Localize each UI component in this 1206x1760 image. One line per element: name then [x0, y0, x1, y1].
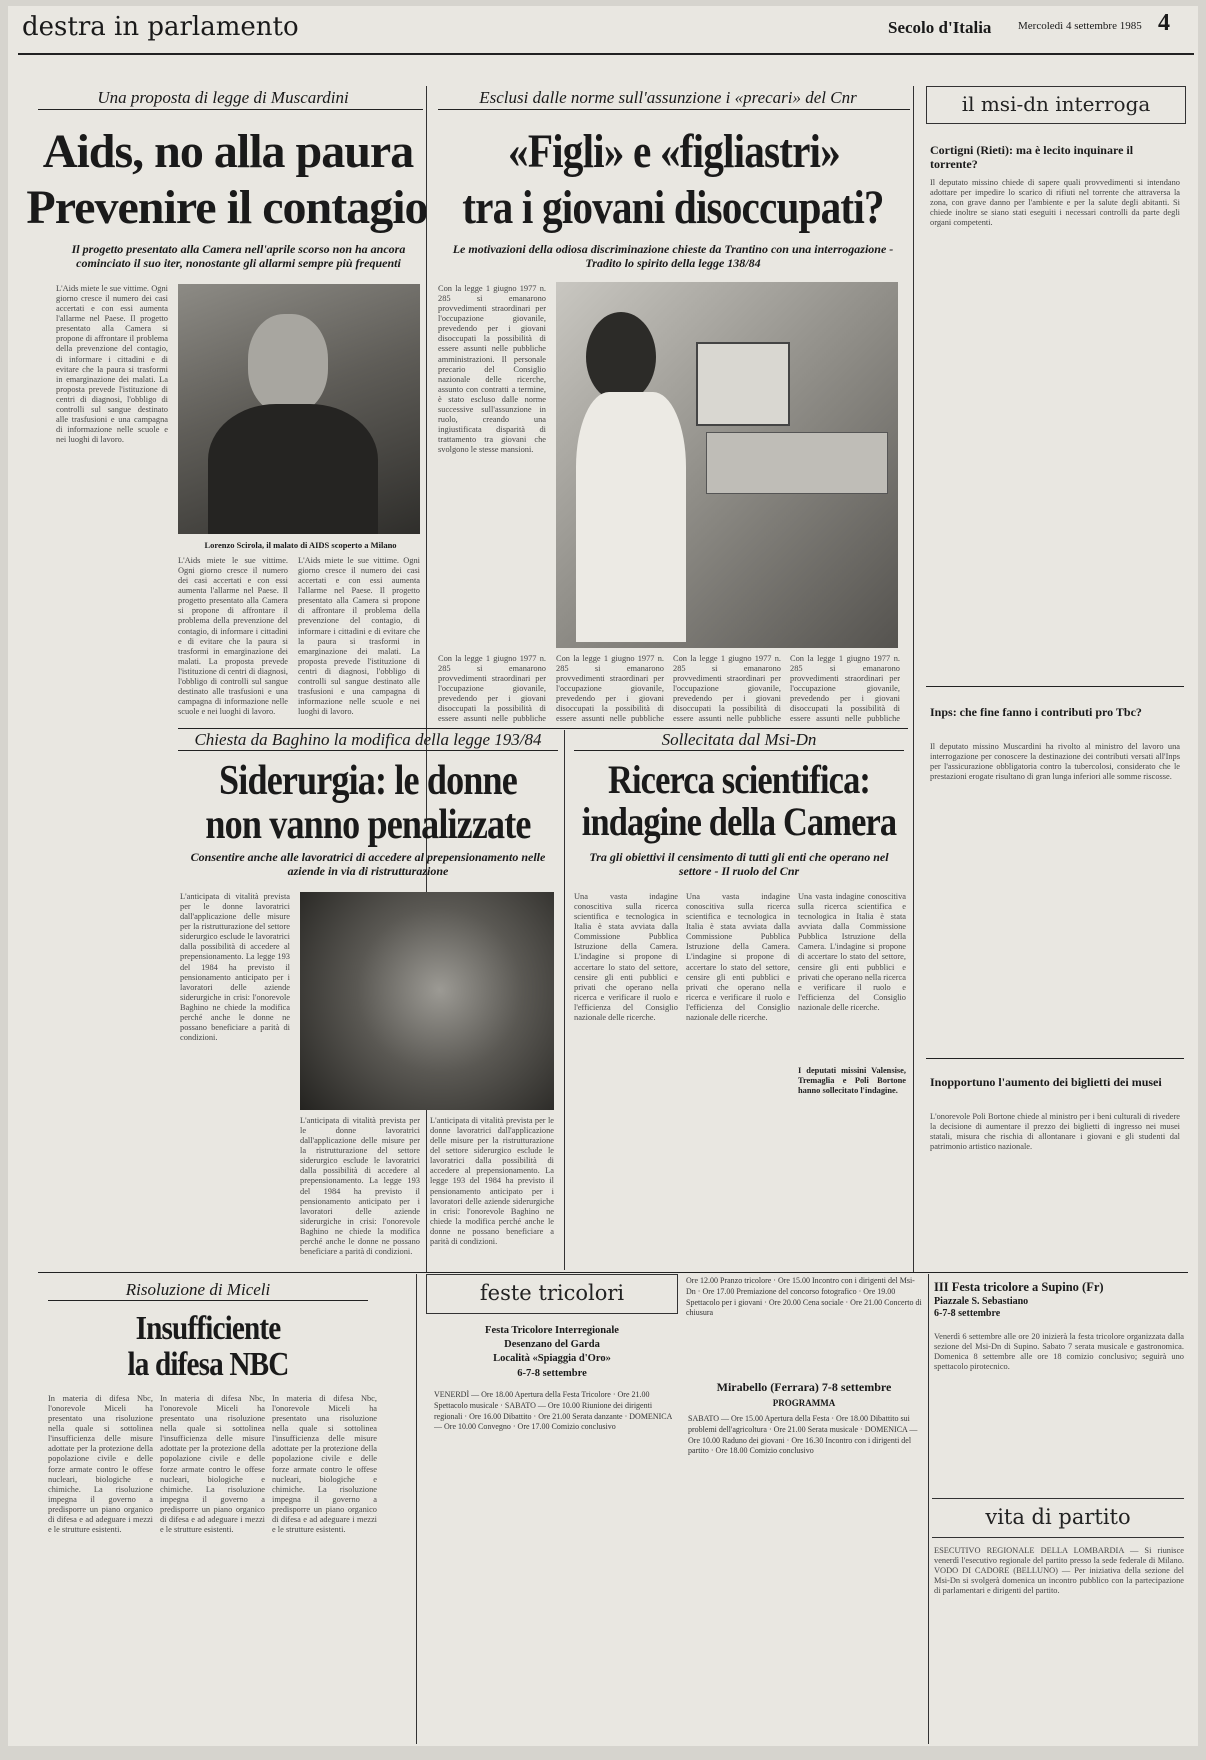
msi-title-box	[926, 86, 1186, 124]
aids-photo	[178, 284, 420, 534]
desenzano-location: Località «Spiaggia d'Oro»	[493, 1353, 611, 1365]
figli-headline-2: tra i giovani disoccupati?	[462, 181, 884, 234]
siderurgia-deck: Consentire anche alle lavoratrici di accedere al prepensionamento nelle aziende in via di ristrutturazione	[190, 850, 546, 879]
ricerca-body-col2: Una vasta indagine conoscitiva sulla ricerca scientifica e tecnologica in Italia è stata avviata dalla Commissione Pubblica Istruzione della Camera. L'indagine si propone di accertare lo stato del settore, censire gli enti pubblici e privati che operano nella ricerca e verificare il ruolo e l'efficienza del Consiglio nazionale delle ricerche.	[686, 892, 790, 1022]
siderurgia-photo	[300, 892, 554, 1110]
ricerca-deck: Tra gli obiettivi il censimento di tutti gli enti che operano nel settore - Il ruolo del Cnr	[589, 850, 889, 879]
aids-body-col3: L'Aids miete le sue vittime. Ogni giorno cresce il numero dei casi accertati e con essi aumenta l'allarme nel Paese. Il progetto presentato alla Camera si propone di affrontare il problema della prevenzione del contagio, di informare i cittadini e di evitare che la paura si trasformi in emarginazione dei malati. La proposta prevede l'istituzione di centri di diagnosi, l'obbligo di controlli sul sangue destinato alle trasfusioni e una campagna di informazione nelle scuole e nei luoghi di lavoro.	[298, 556, 420, 717]
nbc-body-col1: In materia di difesa Nbc, l'onorevole Miceli ha presentato una risoluzione nella quale si sottolinea l'insufficienza delle misure adottate per la protezione della popolazione civile e delle forze armate contro le offese nucleari, biologiche e chimiche. La risoluzione impegna il governo a predisporre un piano organico di difesa e ad adeguare i mezzi e le strutture esistenti.	[48, 1394, 153, 1535]
masthead-rule	[18, 53, 1194, 55]
figli-body-col2: Con la legge 1 giugno 1977 n. 285 si emanarono provvedimenti straordinari per l'occupazione giovanile, prevedendo per i giovani disoccupati la possibilità di essere assunti nelle pubbliche	[556, 654, 664, 724]
ricerca-headline-2: indagine della Camera	[581, 799, 897, 844]
figli-headline-1: «Figli» e «figliastri»	[508, 125, 840, 178]
supino-header	[934, 1280, 1184, 1321]
supino-dates: 6-7-8 settembre	[934, 1308, 1001, 1320]
ricerca-body-col3: Una vasta indagine conoscitiva sulla ricerca scientifica e tecnologica in Italia è stata avviata dalla Commissione Pubblica Istruzione della Camera. L'indagine si propone di accertare lo stato del settore, censire gli enti pubblici e privati che operano nella ricerca e verificare il ruolo e l'efficienza del Consiglio nazionale delle ricerche.	[798, 892, 906, 1012]
aids-deck: Il progetto presentato alla Camera nell'aprile scorso non ha ancora cominciato il suo iter, nonostante gli allarmi sempre più frequenti	[71, 242, 406, 271]
mirabello-program: SABATO — Ore 15.00 Apertura della Festa · Ore 18.00 Dibattito sui problemi dell'agricoltura · Ore 21.00 Serata musicale · DOMENICA — Ore 10.00 Raduno dei giovani · Ore 16.30 Incontro con i dirigenti del partito · Ore 18.00 Comizio conclusivo	[688, 1414, 918, 1456]
figli-deck: Le motivazioni della odiosa discriminazione chieste da Trantino con una interrogazione - Tradito lo spirito della legge 138/84	[452, 242, 894, 271]
ricerca-body-col1: Una vasta indagine conoscitiva sulla ricerca scientifica e tecnologica in Italia è stata avviata dalla Commissione Pubblica Istruzione della Camera. L'indagine si propone di accertare lo stato del settore, censire gli enti pubblici e privati che operano nella ricerca e verificare il ruolo e l'efficienza del Consiglio nazionale delle ricerche.	[574, 892, 678, 1022]
mirabello-program-label: PROGRAMMA	[772, 1398, 836, 1408]
vita-title: vita di partito	[985, 1505, 1131, 1529]
nbc-kicker: Risoluzione di Miceli	[125, 1280, 271, 1299]
msi-item-3-body: L'onorevole Poli Bortone chiede al ministro per i beni culturali di rivedere la decisione di aumentare il prezzo dei biglietti di ingresso nei musei statali, misura che rischia di allontanare i giovani e gli studenti dal patrimonio artistico nazionale.	[930, 1112, 1180, 1152]
supino-title: III Festa tricolore a Supino (Fr)	[934, 1280, 1104, 1294]
desenzano-dates: 6-7-8 settembre	[517, 1367, 587, 1379]
mirabello-title: Mirabello (Ferrara) 7-8 settembre	[716, 1380, 892, 1394]
nbc-body-col3: In materia di difesa Nbc, l'onorevole Miceli ha presentato una risoluzione nella quale si sottolinea l'insufficienza delle misure adottate per la protezione della popolazione civile e delle forze armate contro le offese nucleari, biologiche e chimiche. La risoluzione impegna il governo a predisporre un piano organico di difesa e ad adeguare i mezzi e le strutture esistenti.	[272, 1394, 377, 1535]
nbc-headline-2: la difesa NBC	[127, 1346, 289, 1383]
msi-item-1-heading: Cortigni (Rieti): ma è lecito inquinare il torrente?	[930, 143, 1134, 171]
siderurgia-body-col1: L'anticipata di vitalità prevista per le donne lavoratrici dall'applicazione delle misure per la ristrutturazione del settore siderurgico esclude le lavoratrici dalla possibilità di accedere al prepensionamento. La legge 193 del 1984 ha previsto il pensionamento anticipato per i lavoratori delle aziende siderurgiche in crisi: l'onorevole Baghino ne chiede la modifica perché anche le donne ne possano beneficiare a parità di condizioni.	[180, 892, 290, 1043]
aids-headline-1: Aids, no alla paura	[42, 125, 414, 178]
figli-body-col4: Con la legge 1 giugno 1977 n. 285 si emanarono provvedimenti straordinari per l'occupazione giovanile, prevedendo per i giovani disoccupati la possibilità di essere assunti nelle pubbliche	[790, 654, 900, 724]
vita-body: ESECUTIVO REGIONALE DELLA LOMBARDIA — Si riunisce venerdì l'esecutivo regionale del partito presso la sede federale di Milano. VODO DI CADORE (BELLUNO) — Per iniziativa della sezione del Msi-Dn si svolgerà domenica un incontro pubblico con la partecipazione di parlamentari e dirigenti del partito.	[934, 1546, 1184, 1596]
issue-date: Mercoledì 4 settembre 1985	[1018, 20, 1142, 32]
feste-title: feste tricolori	[479, 1281, 625, 1305]
supino-place: Piazzale S. Sebastiano	[934, 1295, 1029, 1307]
aids-caption: Lorenzo Scirola, il malato di AIDS scoperto a Milano	[204, 540, 397, 550]
ricerca-headline-1: Ricerca scientifica:	[607, 757, 871, 802]
figli-body-col1: Con la legge 1 giugno 1977 n. 285 si emanarono provvedimenti straordinari per l'occupazione giovanile, prevedendo per i giovani disoccupati la possibilità di essere assunti nelle pubbliche amministrazioni. Il personale precario del Consiglio nazionale delle ricerche, assunto con contratti a termine, è stato escluso dalle norme successive sull'assunzione in ruolo, creando una ingiustificata disparità di trattamento tra giovani che svolgono le stesse mansioni.	[438, 284, 546, 455]
aids-headline-2: Prevenire il contagio	[26, 181, 428, 234]
siderurgia-headline-2: non vanno penalizzate	[205, 802, 531, 848]
nbc-body-col2: In materia di difesa Nbc, l'onorevole Miceli ha presentato una risoluzione nella quale si sottolinea l'insufficienza delle misure adottate per la protezione della popolazione civile e delle forze armate contro le offese nucleari, biologiche e chimiche. La risoluzione impegna il governo a predisporre un piano organico di difesa e ad adeguare i mezzi e le strutture esistenti.	[160, 1394, 265, 1535]
nbc-headline-1: Insufficiente	[135, 1310, 281, 1347]
vita-title-box	[932, 1498, 1184, 1538]
paper-name: Secolo d'Italia	[888, 18, 992, 37]
ricerca-kicker: Sollecitata dal Msi-Dn	[661, 730, 817, 749]
figli-photo	[556, 282, 898, 648]
feste-program-col3: Ore 12.00 Pranzo tricolore · Ore 15.00 Incontro con i dirigenti del Msi-Dn · Ore 17.00 Premiazione del concorso fotografico · Ore 19.00 Spettacolo per i giovani · Ore 20.00 Cena sociale · Ore 21.00 Concerto di chiusura	[686, 1276, 922, 1318]
section-title: destra in parlamento	[22, 12, 299, 42]
siderurgia-body-col3: L'anticipata di vitalità prevista per le donne lavoratrici dall'applicazione delle misure per la ristrutturazione del settore siderurgico esclude le lavoratrici dalla possibilità di accedere al prepensionamento. La legge 193 del 1984 ha previsto il pensionamento anticipato per i lavoratori delle aziende siderurgiche in crisi: l'onorevole Baghino ne chiede la modifica perché anche le donne ne possano beneficiare a parità di condizioni.	[430, 1116, 554, 1246]
supino-body: Venerdì 6 settembre alle ore 20 inizierà la festa tricolore organizzata dalla sezione del Msi-Dn di Supino. Sabato 7 serata musicale e gastronomica. Domenica 8 settembre alle ore 18 comizio conclusivo; seguirà uno spettacolo pirotecnico.	[934, 1332, 1184, 1372]
page-number: 4	[1158, 10, 1170, 36]
feste-title-box	[426, 1274, 678, 1314]
desenzano-program: VENERDÌ — Ore 18.00 Apertura della Festa Tricolore · Ore 21.00 Spettacolo musicale · SABATO — Ore 10.00 Riunione dei dirigenti regionali · Ore 16.00 Dibattito · Ore 21.00 Serata danzante · DOMENICA — Ore 10.00 Convegno · Ore 17.00 Comizio conclusivo	[434, 1390, 672, 1432]
figli-body-col1b: Con la legge 1 giugno 1977 n. 285 si emanarono provvedimenti straordinari per l'occupazione giovanile, prevedendo per i giovani disoccupati la possibilità di essere assunti nelle pubbliche	[438, 654, 546, 724]
figli-kicker: Esclusi dalle norme sull'assunzione i «precari» del Cnr	[479, 88, 857, 107]
msi-item-1-body: Il deputato missino chiede di sapere quali provvedimenti si intendano adottare per impedire lo scarico di rifiuti nel torrente che attraversa la zona, con grave danno per l'ambiente e per la salute degli abitanti. Si chiede inoltre se siano stati eseguiti i necessari controlli da parte degli organi competenti.	[930, 178, 1180, 228]
aids-kicker: Una proposta di legge di Muscardini	[97, 88, 349, 107]
msi-item-2-heading: Inps: che fine fanno i contributi pro Tbc?	[930, 705, 1142, 719]
msi-item-3-heading: Inopportuno l'aumento dei biglietti dei musei	[930, 1075, 1162, 1089]
desenzano-title: Festa Tricolore Interregionale	[485, 1325, 619, 1336]
figli-body-col3: Con la legge 1 giugno 1977 n. 285 si emanarono provvedimenti straordinari per l'occupazione giovanile, prevedendo per i giovani disoccupati la possibilità di essere assunti nelle pubbliche	[673, 654, 781, 724]
aids-body-col1: L'Aids miete le sue vittime. Ogni giorno cresce il numero dei casi accertati e con essi aumenta l'allarme nel Paese. Il progetto presentato alla Camera si propone di affrontare il problema della prevenzione del contagio, di informare i cittadini e di evitare che la paura si trasformi in emarginazione dei malati. La proposta prevede l'istituzione di centri di diagnosi, l'obbligo di controlli sul sangue destinato alle trasfusioni e una campagna di informazione nelle scuole e nei luoghi di lavoro.	[56, 284, 168, 445]
siderurgia-headline-1: Siderurgia: le donne	[219, 758, 517, 804]
newspaper-page	[8, 6, 1198, 1746]
msi-title: il msi-dn interroga	[961, 92, 1151, 116]
siderurgia-body-col2: L'anticipata di vitalità prevista per le donne lavoratrici dall'applicazione delle misure per la ristrutturazione del settore siderurgico esclude le lavoratrici dalla possibilità di accedere al prepensionamento. La legge 193 del 1984 ha previsto il pensionamento anticipato per i lavoratori delle aziende siderurgiche in crisi: l'onorevole Baghino ne chiede la modifica perché anche le donne ne possano beneficiare a parità di condizioni.	[300, 1116, 420, 1257]
msi-item-2-body: Il deputato missino Muscardini ha rivolto al ministro del lavoro una interrogazione per conoscere la destinazione dei contributi versati all'Inps per l'assicurazione obbligatoria contro la tubercolosi, considerato che le prestazioni erogate risultano di gran lunga inferiori alle somme riscosse.	[930, 742, 1180, 782]
desenzano-header	[432, 1324, 672, 1381]
ricerca-note: I deputati missini Valensise, Tremaglia e Poli Bortone hanno sollecitato l'indagine.	[798, 1066, 906, 1096]
aids-body-col2: L'Aids miete le sue vittime. Ogni giorno cresce il numero dei casi accertati e con essi aumenta l'allarme nel Paese. Il progetto presentato alla Camera si propone di affrontare il problema della prevenzione del contagio, di informare i cittadini e di evitare che la paura si trasformi in emarginazione dei malati. La proposta prevede l'istituzione di centri di diagnosi, l'obbligo di controlli sul sangue destinato alle trasfusioni e una campagna di informazione nelle scuole e nei luoghi di lavoro.	[178, 556, 288, 717]
siderurgia-kicker: Chiesta da Baghino la modifica della legge 193/84	[194, 730, 542, 749]
desenzano-place: Desenzano del Garda	[504, 1339, 600, 1351]
